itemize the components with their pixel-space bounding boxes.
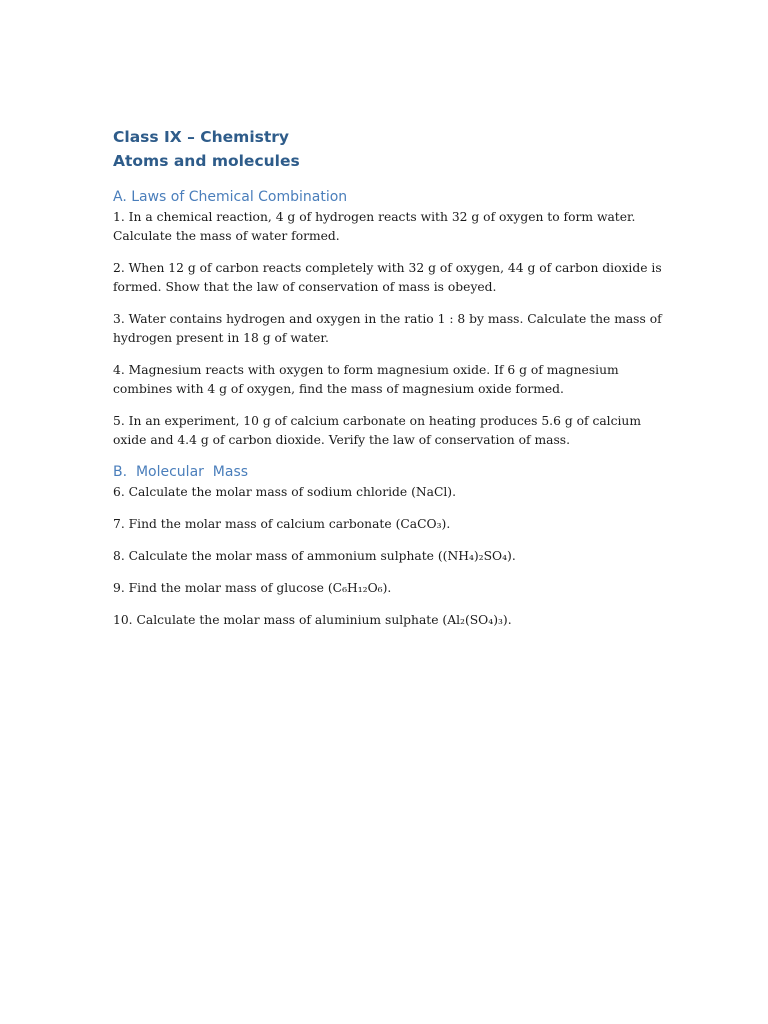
question-7: 7. Find the molar mass of calcium carbonate (CaCO₃).	[113, 517, 451, 531]
question-3: 3. Water contains hydrogen and oxygen in the ratio 1 : 8 by mass. Calculate the mass of hydrogen present in 18 g of water.	[113, 312, 662, 345]
worksheet-page	[113, 125, 673, 630]
question-2: 2. When 12 g of carbon reacts completely with 32 g of oxygen, 44 g of carbon dioxide is formed. Show that the law of conservation of mass is obeyed.	[113, 261, 662, 294]
question-5: 5. In an experiment, 10 g of calcium carbonate on heating produces 5.6 g of calcium oxide and 4.4 g of carbon dioxide. Verify the law of conservation of mass.	[113, 414, 642, 447]
class-title: Class IX – Chemistry	[113, 128, 290, 146]
section-a-heading: A. Laws of Chemical Combination	[113, 189, 348, 205]
section-b-heading: B. Molecular Mass	[113, 464, 249, 480]
question-8: 8. Calculate the molar mass of ammonium sulphate ((NH₄)₂SO₄).	[113, 549, 516, 563]
topic-title: Atoms and molecules	[113, 152, 300, 170]
question-6: 6. Calculate the molar mass of sodium chloride (NaCl).	[113, 485, 457, 499]
question-9: 9. Find the molar mass of glucose (C₆H₁₂O₆).	[113, 581, 392, 595]
question-10: 10. Calculate the molar mass of aluminium sulphate (Al₂(SO₄)₃).	[113, 613, 512, 627]
question-1: 1. In a chemical reaction, 4 g of hydrogen reacts with 32 g of oxygen to form water. Calculate the mass of water formed.	[113, 210, 636, 243]
question-4: 4. Magnesium reacts with oxygen to form magnesium oxide. If 6 g of magnesium combines with 4 g of oxygen, find the mass of magnesium oxide formed.	[113, 363, 619, 396]
